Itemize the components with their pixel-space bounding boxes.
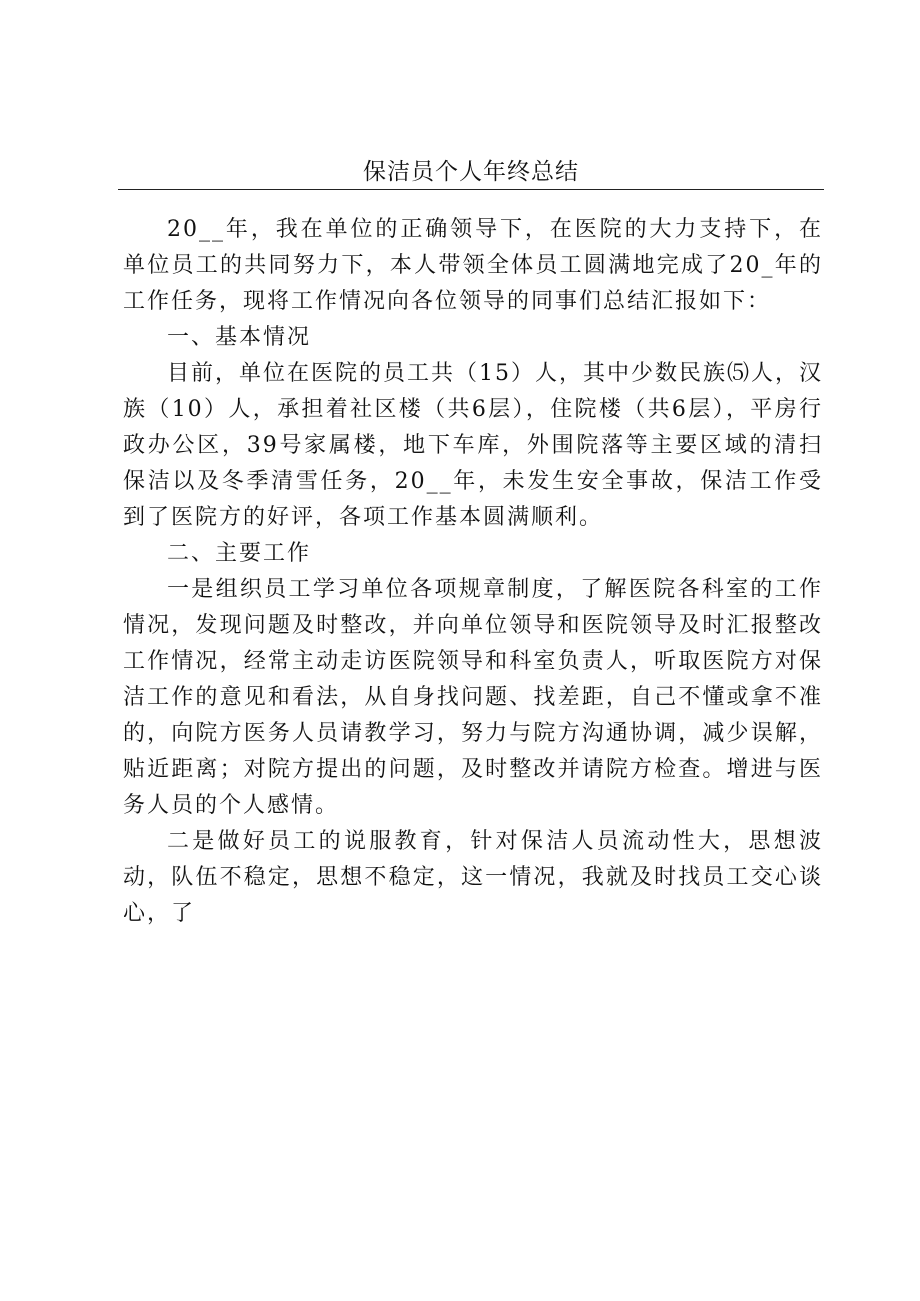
paragraph-work-item-1: 一是组织员工学习单位各项规章制度，了解医院各科室的工作情况，发现问题及时整改，并向单位领导和医院领导及时汇报整改工作情况，经常主动走访医院领导和科室负责人，听取医院方对保洁工作的意见和看法，从自身找问题、找差距，自己不懂或拿不准的，向院方医务人员请教学习，努力与院方沟通协调，减少误解，贴近距离；对院方提出的问题，及时整改并请院方检查。增进与医务人员的个人感情。 — [123, 577, 823, 818]
document-title: 保洁员个人年终总结 — [363, 159, 579, 185]
document-body — [123, 212, 823, 932]
paragraph-intro: 20__年，我在单位的正确领导下，在医院的大力支持下，在单位员工的共同努力下，本人带领全体员工圆满地完成了20_年的工作任务，现将工作情况向各位领导的同事们总结汇报如下： — [123, 217, 823, 314]
title-underline — [118, 189, 824, 190]
heading-basic-situation: 一、基本情况 — [167, 325, 312, 350]
heading-main-work: 二、主要工作 — [167, 541, 312, 566]
paragraph-work-item-2: 二是做好员工的说服教育，针对保洁人员流动性大，思想波动，队伍不稳定，思想不稳定，这一情况，我就及时找员工交心谈心，了 — [123, 829, 823, 926]
paragraph-basic-situation: 目前，单位在医院的员工共（15）人，其中少数民族⑸人，汉族（10）人，承担着社区楼（共6层），住院楼（共6层），平房行政办公区，39号家属楼，地下车库，外围院落等主要区域的清扫保洁以及冬季清雪任务，20__年，未发生安全事故，保洁工作受到了医院方的好评，各项工作基本圆满顺利。 — [123, 361, 823, 530]
